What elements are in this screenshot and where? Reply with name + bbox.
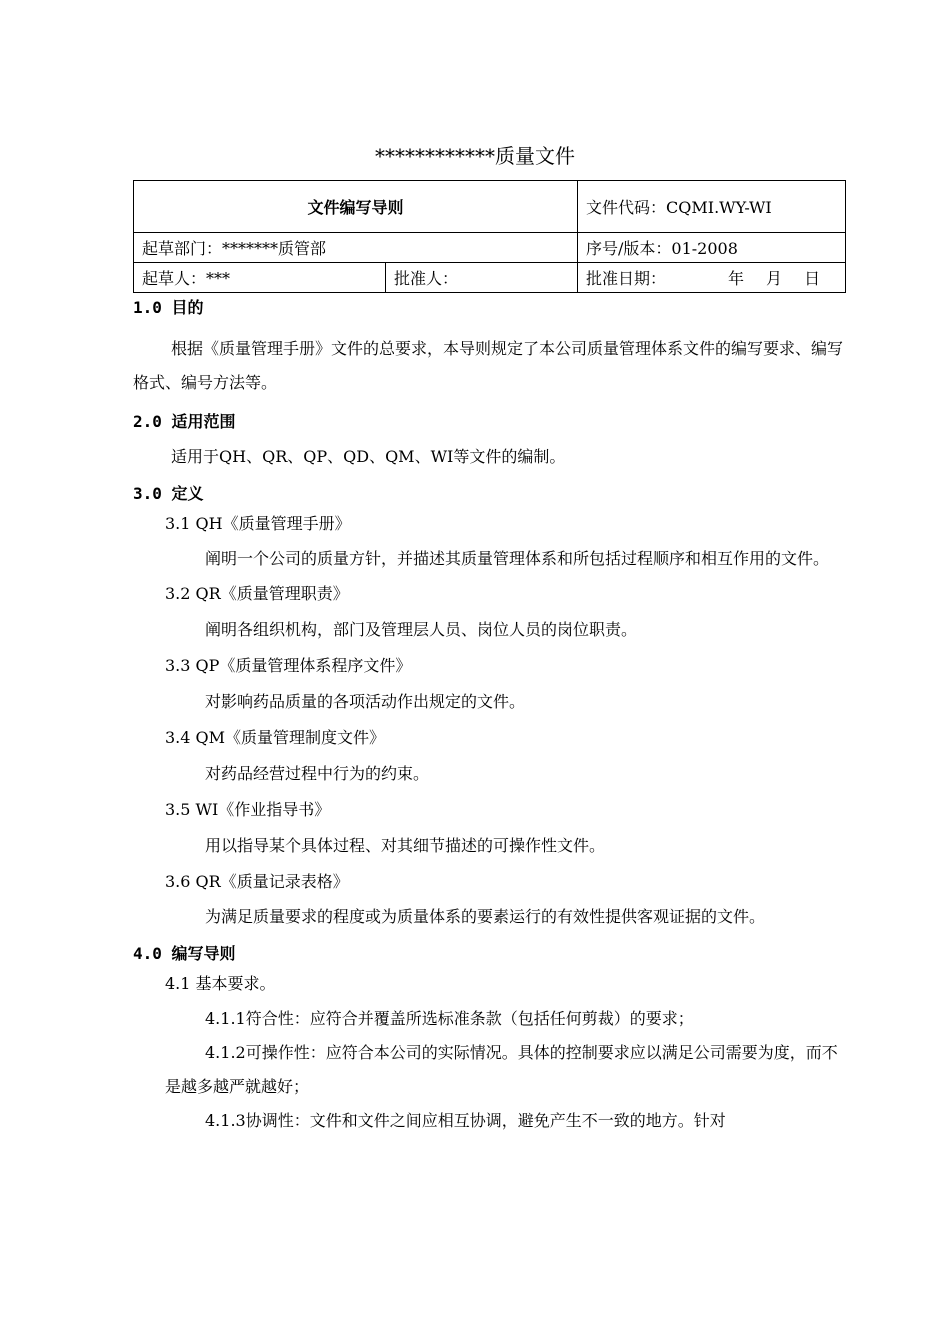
document-code: 文件代码：CQMI.WY-WI [578, 181, 846, 233]
document-body [133, 296, 853, 1138]
definition-title: 3.2 QR《质量管理职责》 [165, 584, 349, 603]
section-paragraph: 适用于QH、QR、QP、QD、QM、WI等文件的编制。 [171, 447, 566, 466]
section-heading: 4.0 编写导则 [133, 944, 236, 963]
definition-desc: 阐明各组织机构，部门及管理层人员、岗位人员的岗位职责。 [205, 620, 638, 639]
definition-desc: 对药品经营过程中行为的约束。 [205, 764, 430, 783]
definition-title: 3.3 QP《质量管理体系程序文件》 [165, 656, 412, 675]
definition-desc: 阐明一个公司的质量方针，并描述其质量管理体系和所包括过程顺序和相互作用的文件。 [205, 549, 830, 568]
approval-date-label: 批准日期： [586, 269, 667, 288]
document-version: 序号/版本：01-2008 [578, 233, 846, 263]
definition-desc: 对影响药品质量的各项活动作出规定的文件。 [205, 692, 526, 711]
drafting-department: 起草部门：*******质管部 [134, 233, 578, 263]
page-title: ************质量文件 [375, 144, 575, 168]
approver: 批准人： [386, 263, 578, 293]
document-name: 文件编写导则 [134, 181, 578, 233]
date-day: 日 [804, 269, 821, 288]
section-heading: 2.0 适用范围 [133, 412, 236, 431]
requirement-item: 4.1.2可操作性：应符合本公司的实际情况。具体的控制要求应以满足公司需要为度，而不是越多越严就越好； [165, 1043, 838, 1096]
definition-title: 3.4 QM《质量管理制度文件》 [165, 728, 386, 747]
subsection-title: 4.1 基本要求。 [165, 974, 276, 993]
definition-title: 3.5 WI《作业指导书》 [165, 800, 331, 819]
requirement-item: 4.1.3协调性：文件和文件之间应相互协调，避免产生不一致的地方。针对 [205, 1111, 726, 1130]
document-header-table [133, 180, 846, 293]
section-heading: 3.0 定义 [133, 484, 204, 503]
section-heading: 1.0 目的 [133, 298, 204, 317]
definition-title: 3.1 QH《质量管理手册》 [165, 514, 351, 533]
date-month: 月 [766, 269, 783, 288]
date-year: 年 [728, 269, 745, 288]
section-paragraph: 根据《质量管理手册》文件的总要求，本导则规定了本公司质量管理体系文件的编写要求、编写格式、编号方法等。 [133, 339, 844, 392]
definition-desc: 为满足质量要求的程度或为质量体系的要素运行的有效性提供客观证据的文件。 [205, 907, 766, 926]
approval-date [578, 263, 846, 293]
definition-desc: 用以指导某个具体过程、对其细节描述的可操作性文件。 [205, 836, 606, 855]
drafter: 起草人：*** [134, 263, 386, 293]
requirement-item: 4.1.1符合性：应符合并覆盖所选标准条款（包括任何剪裁）的要求； [205, 1009, 694, 1028]
definition-title: 3.6 QR《质量记录表格》 [165, 872, 349, 891]
